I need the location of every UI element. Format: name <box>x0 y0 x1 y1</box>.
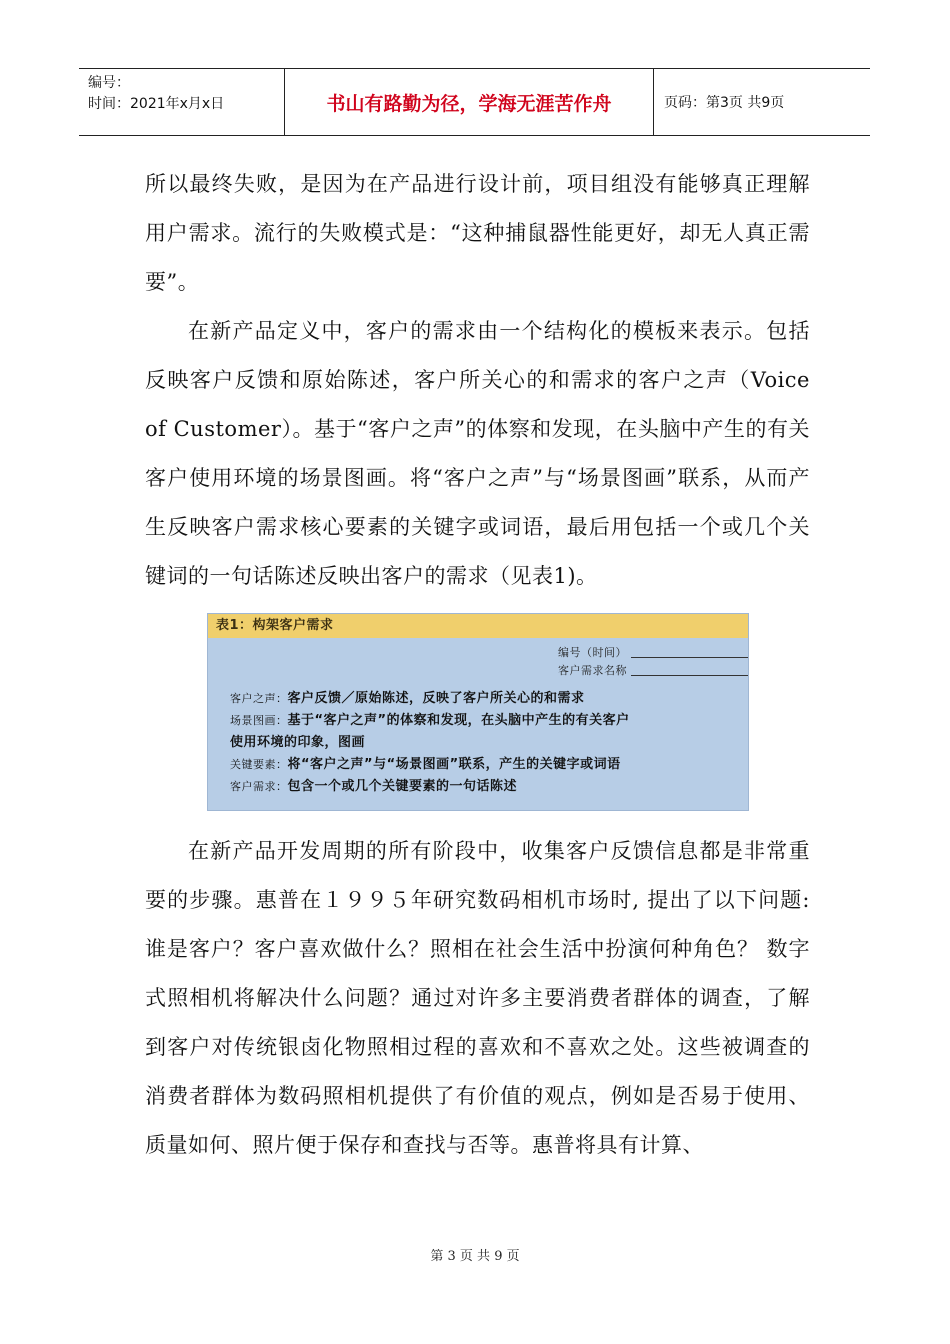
table-title: 表1：构架客户需求 <box>208 614 748 638</box>
header-meta <box>79 69 284 135</box>
paragraph-2: 在新产品定义中，客户的需求由一个结构化的模板来表示。包括反映客户反馈和原始陈述，客户所关心的和需求的客户之声（Voice of Customer）。基于“客户之声”的体察和发现，在头脑中产生的有关客户使用环境的场景图画。将“客户之声”与“场景图画”联系，从而产生反映客户需求核心要素的关键字或词语，最后用包括一个或几个关键词的一句话陈述反映出客户的需求（见表1)。 <box>145 319 810 588</box>
document-body <box>145 160 810 1170</box>
table-meta-name: 客户需求名称 <box>558 664 627 677</box>
table-rows <box>230 688 738 798</box>
requirements-table-figure <box>207 613 749 811</box>
table-row: 使用环境的印象，图画 <box>230 735 366 750</box>
table-row: 场景图画：基于“客户之声”的体察和发现，在头脑中产生的有关客户 <box>230 713 630 728</box>
page-header <box>79 68 870 136</box>
table-meta-number: 编号（时间） <box>558 646 627 659</box>
header-motto: 书山有路勤为径，学海无涯苦作舟 <box>284 69 654 135</box>
table-row: 关键要素：将“客户之声”与“场景图画”联系，产生的关键字或词语 <box>230 757 621 772</box>
header-time: 时间：2021年x月x日 <box>88 96 225 112</box>
header-code: 编号： <box>88 75 130 91</box>
paragraph-3: 在新产品开发周期的所有阶段中，收集客户反馈信息都是非常重要的步骤。惠普在１９９５年研究数码相机市场时, 提出了以下问题:谁是客户？客户喜欢做什么？照相在社会生活中扮演何种角色？ 数字式照相机将解决什么问题？通过对许多主要消费者群体的调查，了解到客户对传统银卤化物照相过程的喜欢和不喜欢之处。这些被调查的消费者群体为数码照相机提供了有价值的观点，例如是否易于使用、质量如何、照片便于保存和查找与否等。惠普将具有计算、 <box>145 839 810 1157</box>
table-row: 客户之声：客户反馈／原始陈述，反映了客户所关心的和需求 <box>230 691 585 706</box>
page-footer: 第 3 页 共 9 页 <box>430 1249 520 1264</box>
table-row: 客户需求：包含一个或几个关键要素的一句话陈述 <box>230 779 518 794</box>
header-page-info: 页码：第3页 共9页 <box>664 95 785 111</box>
paragraph-1: 所以最终失败，是因为在产品进行设计前，项目组没有能够真正理解用户需求。流行的失败模式是：“这种捕鼠器性能更好，却无人真正需要”。 <box>145 172 810 294</box>
table-meta <box>558 644 748 680</box>
